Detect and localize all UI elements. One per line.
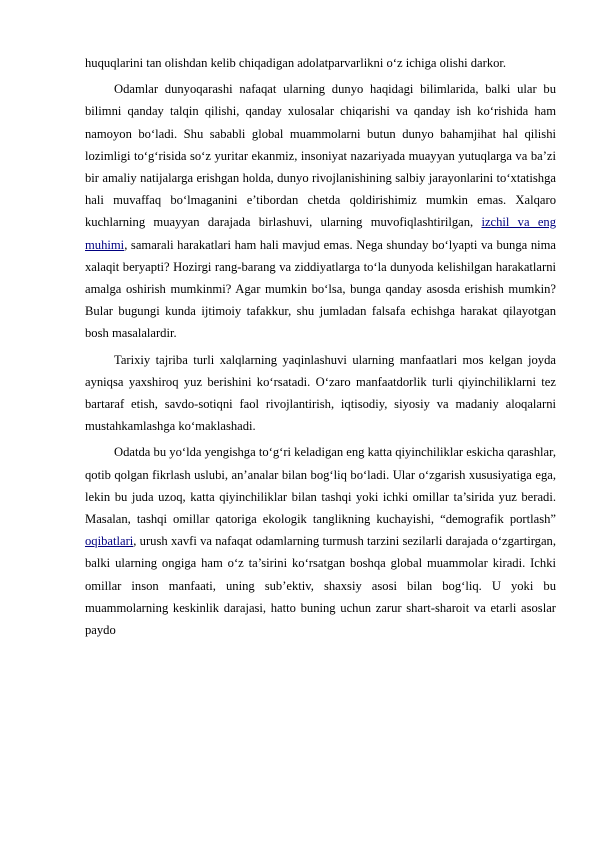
paragraph-text: , urush xavfi va nafaqat odamlarning turmush tarzini sezilarli darajada o‘zgartirgan, balki ularning ongiga ham o‘z ta’sirini ko‘rsatgan boshqa global muammolar kiradi. Ichki omillar inson manfaati, uning sub’ektiv, shaxsiy asosi bilan bog‘liq. U yoki bu muammolarning keskinlik darajasi, hatto buning uchun zarur shart-sharoit va etarli asoslar paydo (85, 534, 556, 638)
paragraph-text: Tarixiy tajriba turli xalqlarning yaqinlashuvi ularning manfaatlari mos kelgan joyda ayniqsa yaxshiroq yuz berishini ko‘rsatadi. O‘zaro manfaatdorlik turli qiyinchiliklarni tez bartaraf etish, savdo-sotiqni faol rivojlantirish, iqtisodiy, siyosiy va madaniy aloqalarni mustahkamlashga ko‘maklashadi. (85, 352, 556, 434)
paragraph-text: , samarali harakatlari ham hali mavjud emas. Nega shunday bo‘lyapti va bunga nima xalaqit beryapti? Hozirgi rang-barang va ziddiyatlarga to‘la dunyoda kelishilgan harakatlarni amalga oshirish mumkinmi? Agar mumkin bo‘lsa, bunga qanday asosda erishish mumkin? Bular bugungi kunda ijtimoiy tafakkur, shu jumladan falsafa echishga harakat qilayotgan bosh masalalardir. (85, 237, 556, 341)
document-page (85, 52, 556, 645)
paragraph-text: Odatda bu yo‘lda yengishga to‘g‘ri keladigan eng katta qiyinchiliklar eskicha qarashlar, qotib qolgan fikrlash uslubi, an’analar bilan bog‘liq bo‘ladi. Ular o‘zgarish xususiyatiga ega, lekin bu juda uzoq, katta qiyinchiliklar bilan tashqi yoki ichki omillar ta’sirida yuz beradi. Masalan, tashqi omillar qatoriga ekologik tanglikning kuchayishi, “demografik portlash” (85, 445, 556, 527)
paragraph-4 (85, 441, 556, 641)
paragraph-1 (85, 52, 556, 74)
link-izchil-va-eng-muhimi[interactable]: izchil va eng muhimi (85, 215, 557, 252)
paragraph-2 (85, 78, 556, 344)
paragraph-text: Odamlar dunyoqarashi nafaqat ularning dunyo haqidagi bilimlarida, balki ular bu bilimni qanday talqin qilishi, qanday xulosalar chiqarishi va qanday ish ko‘rishida ham namoyon bo‘ladi. Shu sababli global muammolarni butun dunyo bahamjihat hal qilishi lozimligi to‘g‘risida so‘z yuritar ekanmiz, insoniyat nazariyada muayyan yutuqlarga va ba’zi bir amaliy natijalarga erishgan holda, dunyo rivojlanishining salbiy jarayonlarini to‘xtatishga hali muvaffaq bo‘lmaganini e’tibordan chetda qoldirishimiz mumkin emas. Xalqaro kuchlarning muayyan darajada birlashuvi, ularning muvofiqlashtirilgan, (85, 82, 556, 230)
paragraph-3 (85, 349, 556, 438)
paragraph-text: huquqlarini tan olishdan kelib chiqadigan adolatparvarlikni o‘z ichiga olishi darkor. (85, 56, 507, 70)
link-oqibatlari[interactable]: oqibatlari (85, 534, 134, 549)
